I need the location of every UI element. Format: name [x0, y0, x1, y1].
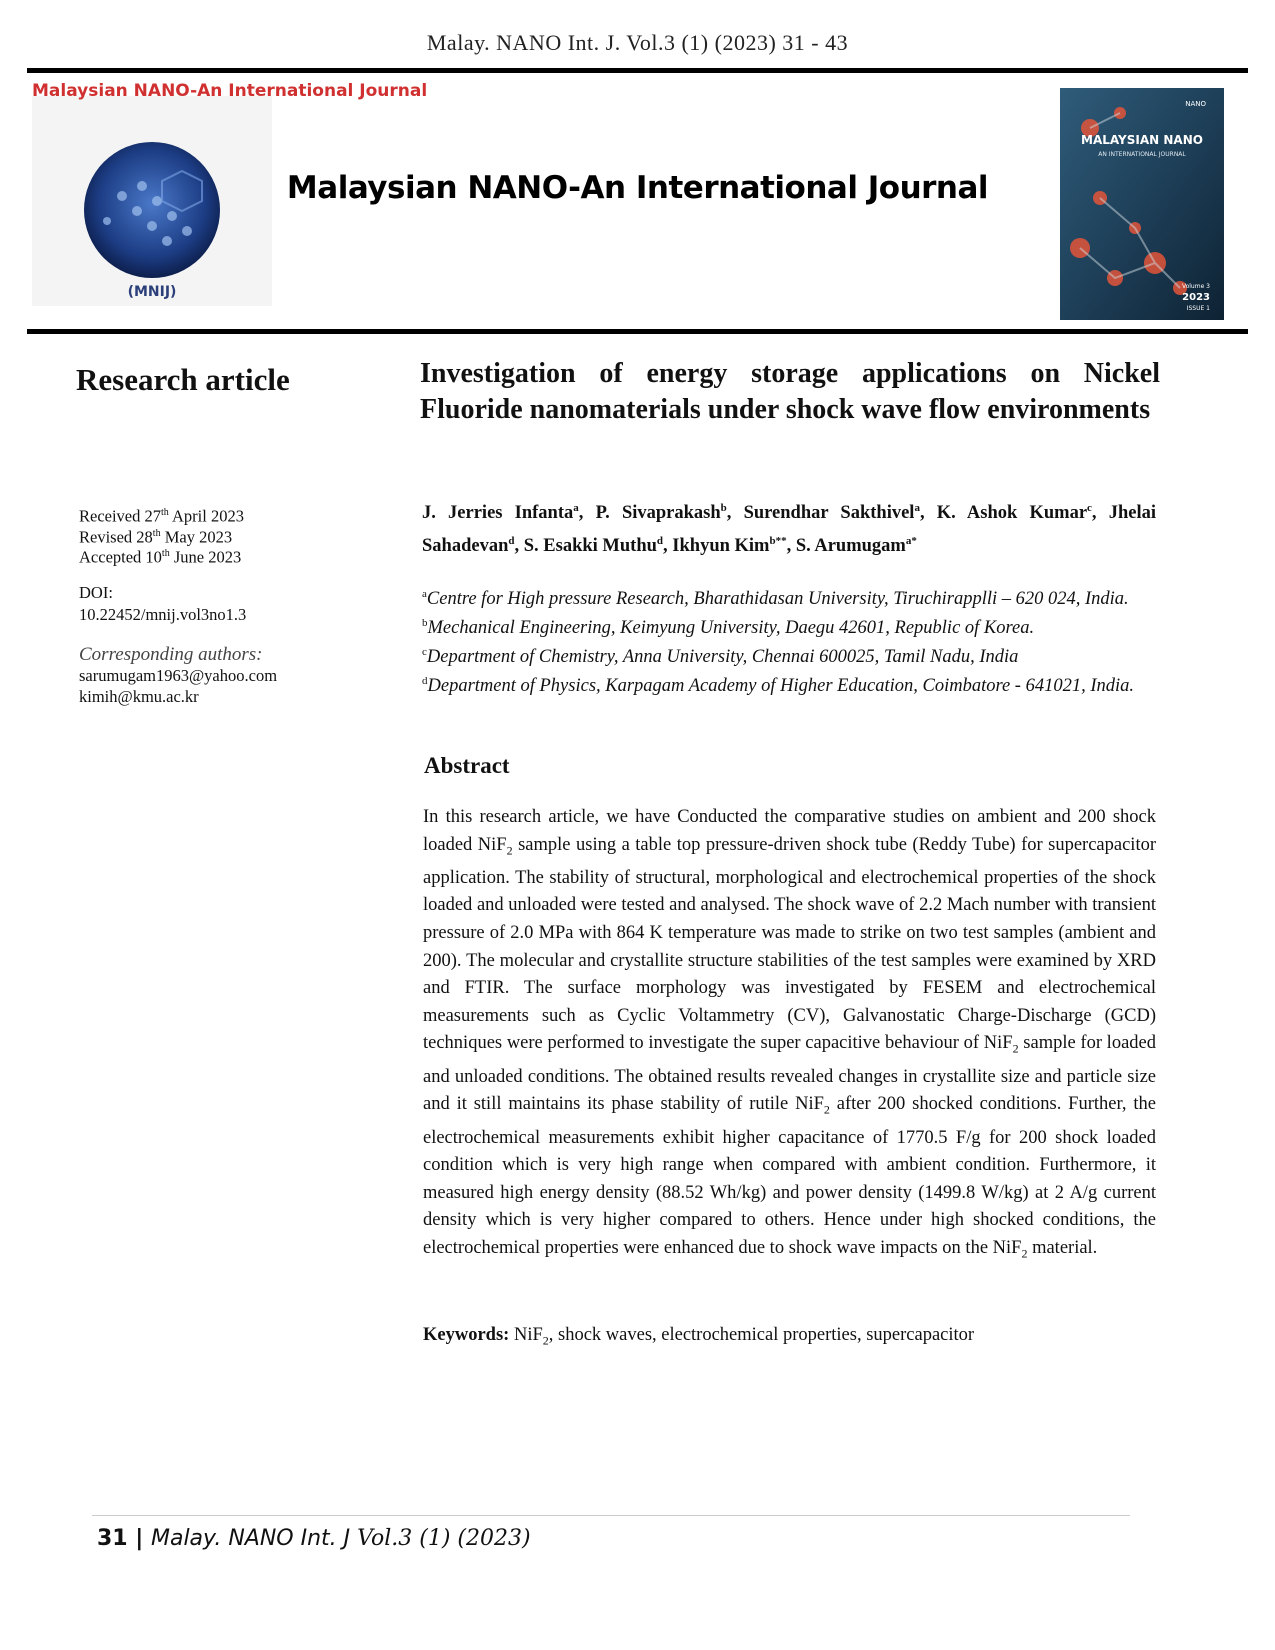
author-affiliation-mark: a — [914, 502, 920, 514]
author-name: Surendhar Sakthivel — [743, 503, 915, 524]
author-affiliation-mark: a — [573, 502, 579, 514]
article-type: Research article — [76, 362, 290, 397]
footer-volume: Vol.3 (1) (2023) — [357, 1526, 531, 1551]
doi-block — [79, 582, 246, 626]
cover-year: 2023 — [1182, 292, 1210, 303]
author-affiliation-mark: a* — [905, 535, 917, 548]
page-footer: 31 | Malay. NANO Int. J Vol.3 (1) (2023) — [97, 1526, 531, 1551]
revised-date: Revised 28th May 2023 — [79, 527, 233, 546]
cover-issue: ISSUE 1 — [1186, 305, 1210, 312]
abstract-text: In this research article, we have Conducted the comparative studies on ambient and 200 shock loaded NiF$_2$ sample using a table top pressure-driven shock tube (Reddy Tube) for supercapacitor application. The stability of structural, morphological and electrochemical properties of the shock loaded and unloaded were tested and analysed. The shock wave of 2.2 Mach number with transient pressure of 2.0 MPa with 864 K temperature was made to strike on two test samples (ambient and 200). The molecular and crystallite structure stabilities of the test samples were examined by XRD and FTIR. The surface morphology was investigated by FESEM and electrochemical measurements such as Cyclic Voltammetry (CV), Galvanostatic Charge-Discharge (GCD) techniques were performed to investigate the super capacitive behaviour of NiF$_2$ sample for loaded and unloaded conditions. The obtained results revealed changes in crystallite size and particle size and it still maintains its phase stability of rutile NiF$_2$ after 200 shocked conditions. Further, the electrochemical measurements exhibit higher capacitance of 1770.5 F/g for 200 shock loaded condition which is very high range when compared with ambient condition. Furthermore, it measured high energy density (88.52 Wh/kg) and power density (1499.8 W/kg) at 2 A/g current density which is very higher compared to others. Hence under high shocked conditions, the electrochemical properties were enhanced due to shock wave impacts on the NiF$_2$ material. — [423, 807, 1156, 1261]
doi-label: DOI: — [79, 583, 113, 602]
cover-badge: NANO — [1185, 100, 1206, 108]
affiliation-item: $^b$Mechanical Engineering, Keimyung University, Daegu 42601, Republic of Korea. — [422, 617, 1035, 639]
author-affiliation-mark: b — [720, 502, 727, 514]
author-name: J. Jerries Infanta — [422, 503, 574, 524]
footer-journal: Malay. NANO Int. J — [150, 1526, 358, 1551]
cover-title: MALAYSIAN NANO — [1081, 133, 1203, 147]
corr-email-1[interactable]: sarumugam1963@yahoo.com — [79, 666, 278, 685]
article-dates — [79, 504, 244, 566]
running-head: Malay. NANO Int. J. Vol.3 (1) (2023) 31 - 43 — [426, 30, 849, 55]
keywords: Keywords: NiF$_2$, shock waves, electrochemical properties, supercapacitor — [423, 1325, 975, 1348]
journal-name: Malaysian NANO-An International Journal — [286, 170, 989, 206]
affiliation-item: $^d$Department of Physics, Karpagam Academy of Higher Education, Coimbatore - 641021, India. — [422, 675, 1135, 697]
cover-volume: Volume 3 — [1181, 283, 1210, 290]
author-affiliation-mark: d — [656, 535, 664, 548]
corr-label: Corresponding authors: — [79, 644, 263, 665]
author-affiliation-mark: d — [508, 535, 515, 548]
cover-subtitle: AN INTERNATIONAL JOURNAL — [1098, 151, 1186, 158]
footer-rule — [92, 1515, 1130, 1516]
logo-ring-text: Malaysian NANO-An International Journal — [32, 81, 428, 101]
journal-cover — [1060, 88, 1224, 320]
abstract-heading: Abstract — [424, 753, 510, 778]
affiliations — [422, 582, 1156, 699]
header-bottom-rule — [27, 329, 1248, 334]
author-name: S. Esakki Muthu — [523, 536, 657, 557]
article-title: Investigation of energy storage applications on Nickel Fluoride nanomaterials under shock wave flow environments — [420, 358, 1160, 425]
author-affiliation-mark: b** — [769, 535, 787, 548]
author-affiliation-mark: c — [1087, 502, 1092, 514]
affiliation-item: $^a$Centre for High pressure Research, Bharathidasan University, Tiruchirapplli – 620 024, India. — [422, 588, 1129, 610]
corresponding-authors — [79, 644, 277, 707]
author-name: Ikhyun Kim — [672, 536, 770, 557]
doi-value[interactable]: 10.22452/mnij.vol3no1.3 — [79, 605, 247, 624]
author-name: K. Ashok Kumar — [936, 503, 1088, 524]
logo-abbrev: (MNIJ) — [127, 284, 177, 300]
received-date: Received 27th April 2023 — [79, 506, 244, 526]
author-list: J. Jerries Infanta$^a$, P. Sivaprakash$^b$, Surendhar Sakthivel$^a$, K. Ashok Kumar$^c$, Jhelai Sahadevan$^d$, S. Esakki Muthu$^d$, Ikhyun Kim$^{b**}$, S. Arumugam$^{a*}$ — [422, 502, 1156, 557]
author-name: Jhelai Sahadevan — [422, 503, 1156, 557]
affiliation-item: $^c$Department of Chemistry, Anna University, Chennai 600025, Tamil Nadu, India — [422, 646, 1019, 668]
author-name: P. Sivaprakash — [595, 503, 721, 524]
corr-email-2[interactable]: kimih@kmu.ac.kr — [79, 687, 199, 706]
accepted-date: Accepted 10th June 2023 — [79, 547, 242, 567]
author-name: S. Arumugam — [795, 536, 906, 557]
page-number: 31 — [97, 1526, 128, 1551]
top-rule — [27, 68, 1248, 73]
